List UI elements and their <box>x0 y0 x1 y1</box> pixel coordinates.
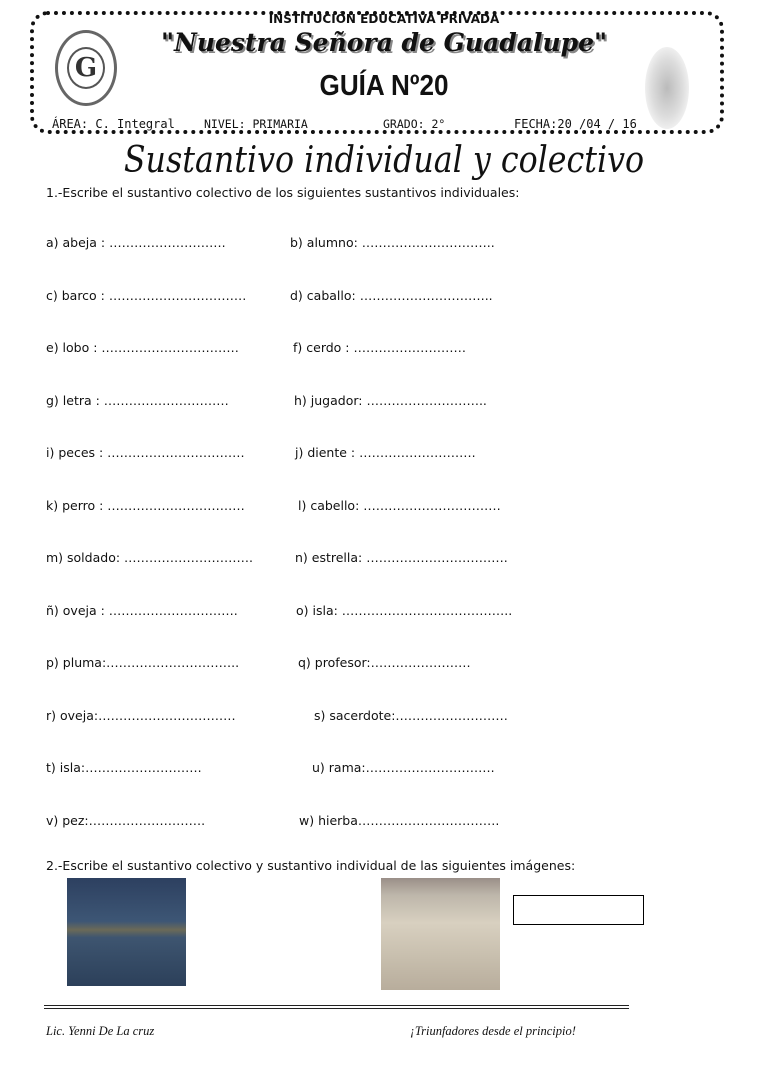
exercise-item-left: c) barco : …………………………… <box>46 287 247 303</box>
exercise-item-right: q) profesor:…………………… <box>298 655 471 670</box>
exercise-item-left: r) oveja:…………………………… <box>46 707 236 723</box>
exercise-item-left: v) pez:………………………. <box>46 812 206 828</box>
exercise-item-left: p) pluma:………………………….. <box>46 655 240 670</box>
exercise-item-right: f) cerdo : ……………………… <box>293 340 466 355</box>
exercise-item-left: a) abeja : ………………………. <box>46 235 226 250</box>
exercise-item-right: b) alumno: ………………………….. <box>290 235 495 250</box>
school-logo <box>55 30 117 106</box>
birds-flock-image <box>67 878 186 986</box>
question-2: 2.-Escribe el sustantivo colectivo y sustantivo individual de las siguientes imágenes: <box>46 858 576 873</box>
footer-divider <box>44 1005 629 1009</box>
exercise-item-left: i) peces : …………………………… <box>46 445 245 460</box>
exercise-item-right: o) isla: ………………………………….. <box>296 602 513 618</box>
exercise-item-left: k) perro : …………………………… <box>46 497 245 513</box>
exercise-item-right: u) rama:…………………………. <box>312 760 495 775</box>
exercise-item-left: m) soldado: …………………………. <box>46 550 253 565</box>
exercise-item-right: h) jugador: ……………………….. <box>294 392 487 408</box>
exercise-item-right: j) diente : ………………………. <box>295 445 476 460</box>
footer-author: Lic. Yenni De La cruz <box>46 1024 155 1038</box>
logo-letter: G <box>67 47 105 89</box>
institution-label: INSTITUCIÓN EDUCATIVA PRIVADA <box>268 12 500 26</box>
exercise-item-right: d) caballo: ………………………….. <box>290 287 493 303</box>
guide-number: GUÍA Nº20 <box>319 70 449 102</box>
exercise-item-left: g) letra : ………………………… <box>46 392 229 408</box>
school-name: "Nuestra Señora de Guadalupe" <box>160 28 608 57</box>
answer-box[interactable] <box>513 895 644 925</box>
exercise-item-right: w) hierba……………………………. <box>299 812 500 828</box>
date-label: FECHA:20 /04 / 16 <box>514 117 637 131</box>
area-label: ÁREA: C. Integral <box>52 117 175 131</box>
page-title: Sustantivo individual y colectivo <box>123 140 645 181</box>
exercise-item-left: ñ) oveja : …………………………. <box>46 602 238 618</box>
footer-motto: ¡Triunfadores desde el principio! <box>410 1024 576 1038</box>
virgin-image <box>645 47 689 129</box>
question-1: 1.-Escribe el sustantivo colectivo de los siguientes sustantivos individuales: <box>46 185 520 200</box>
exercise-item-right: n) estrella: ……………………………. <box>295 550 508 565</box>
level-label: NIVEL: PRIMARIA <box>204 117 308 131</box>
exercise-item-left: t) isla:………………………. <box>46 760 202 775</box>
exercise-item-right: l) cabello: …………………………… <box>298 497 501 513</box>
exercise-item-left: e) lobo : …………………………… <box>46 340 239 355</box>
sheep-flock-image <box>381 878 500 990</box>
grade-label: GRADO: 2° <box>383 117 446 131</box>
exercise-item-right: s) sacerdote:……………………… <box>314 707 508 723</box>
